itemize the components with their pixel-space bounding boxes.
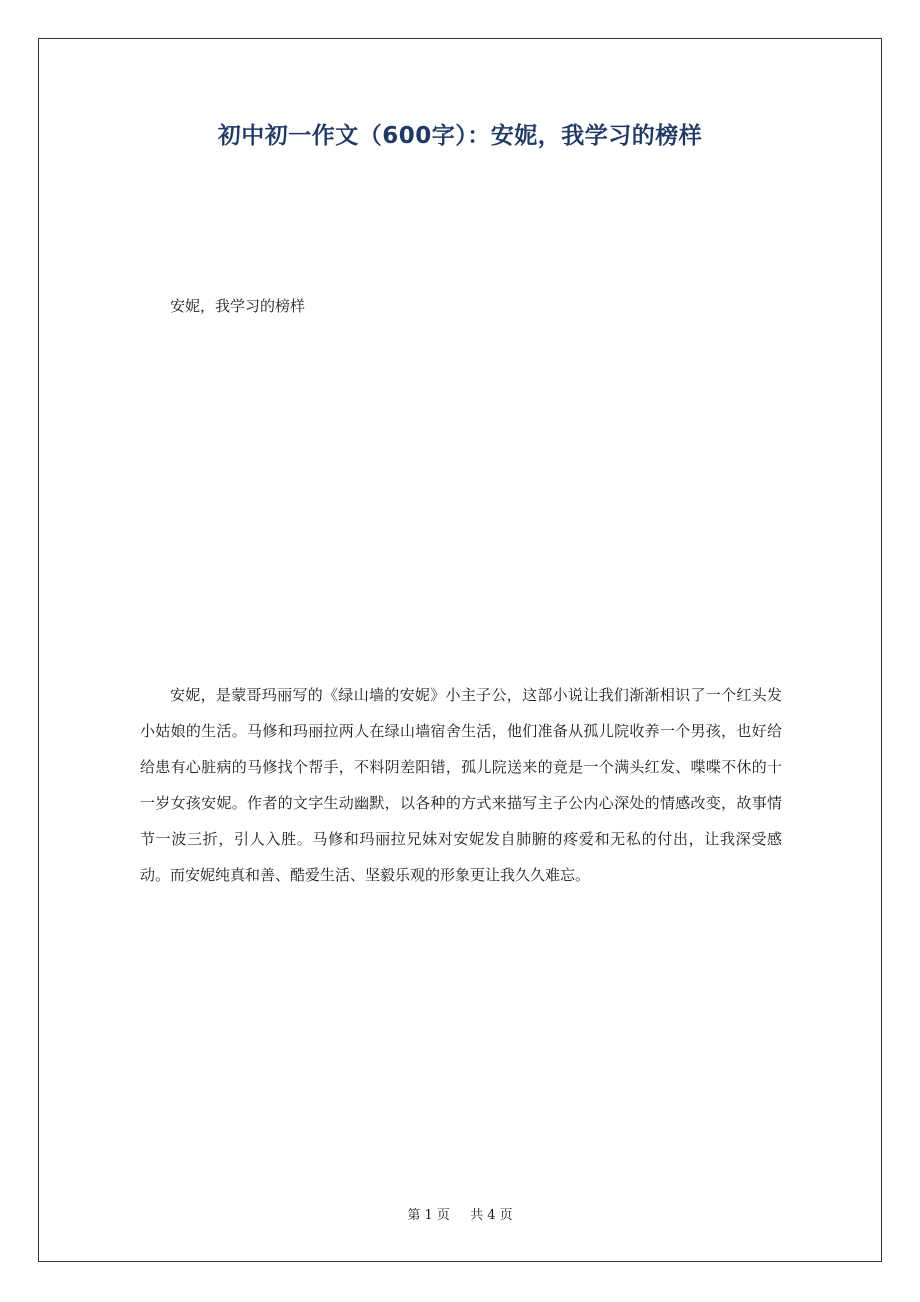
essay-subtitle: 安妮，我学习的榜样	[170, 297, 306, 315]
page-border	[38, 38, 882, 1262]
page-number: 第 1 页	[407, 1208, 450, 1223]
page-footer	[38, 1204, 882, 1228]
essay-body-paragraph: 安妮，是蒙哥玛丽写的《绿山墙的安妮》小主子公，这部小说让我们渐渐相识了一个红头发小姑娘的生活。马修和玛丽拉两人在绿山墙宿舍生活，他们准备从孤儿院收养一个男孩，也好给给患有心脏病的马修找个帮手，不料阴差阳错，孤儿院送来的竟是一个满头红发、喋喋不休的十一岁女孩安妮。作者的文字生动幽默，以各种的方式来描写主子公内心深处的情感改变，故事情节一波三折，引人入胜。马修和玛丽拉兄妹对安妮发自肺腑的疼爱和无私的付出，让我深受感动。而安妮纯真和善、酷爱生活、坚毅乐观的形象更让我久久难忘。	[140, 686, 782, 884]
document-title: 初中初一作文（600字）：安妮，我学习的榜样	[217, 123, 703, 149]
page-total: 共 4 页	[470, 1208, 513, 1223]
